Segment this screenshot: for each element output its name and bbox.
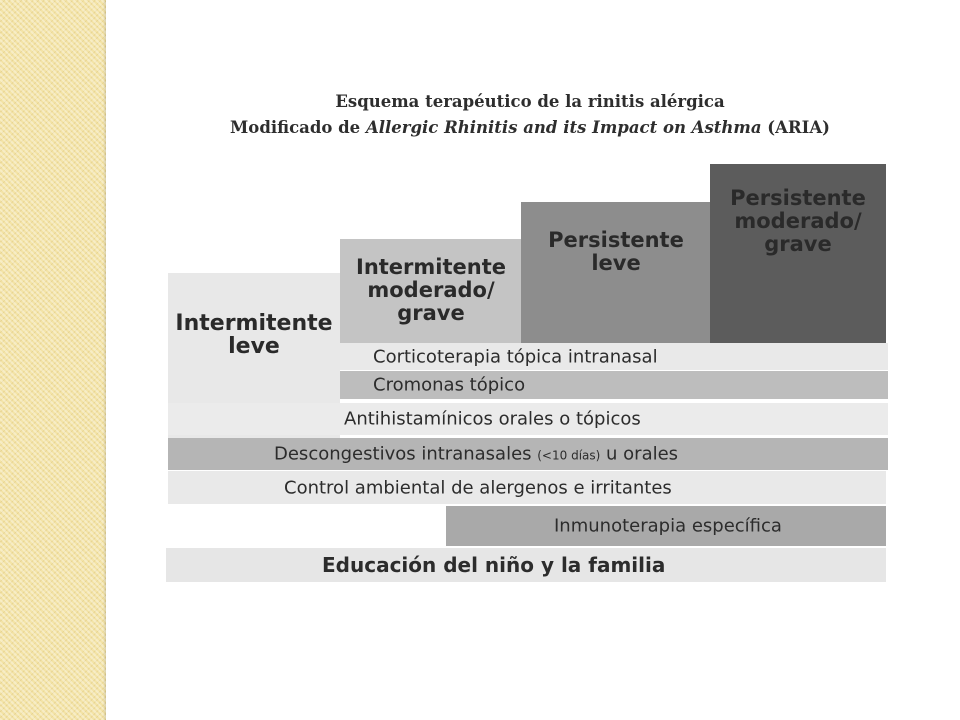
level-label-persistente-moderado: Persistente moderado/ grave <box>730 186 866 256</box>
treatment-control-ambiental: Control ambiental de alergenos e irritantes <box>168 471 886 504</box>
level-label-intermitente-moderado: Intermitente moderado/ grave <box>356 255 506 325</box>
level-label-intermitente-leve: Intermitente leve <box>175 311 333 359</box>
diagram-subtitle: Modificado de Allergic Rhinitis and its Impact on Asthma (ARIA) <box>230 118 830 137</box>
treatment-antihistaminicos: Antihistamínicos orales o tópicos <box>168 403 888 435</box>
diagram-title: Esquema terapéutico de la rinitis alérgica <box>335 92 725 111</box>
treatment-educacion: Educación del niño y la familia <box>166 548 886 582</box>
level-label-persistente-leve: Persistente leve <box>548 228 684 275</box>
treatment-cromonas: Cromonas tópico <box>340 371 888 399</box>
treatment-inmunoterapia: Inmunoterapia específica <box>446 506 886 546</box>
decorative-side-strip <box>0 0 106 720</box>
treatment-corticoterapia: Corticoterapia tópica intranasal <box>340 343 888 370</box>
treatment-descongestivos: Descongestivos intranasales (<10 días) u orales <box>168 438 888 470</box>
